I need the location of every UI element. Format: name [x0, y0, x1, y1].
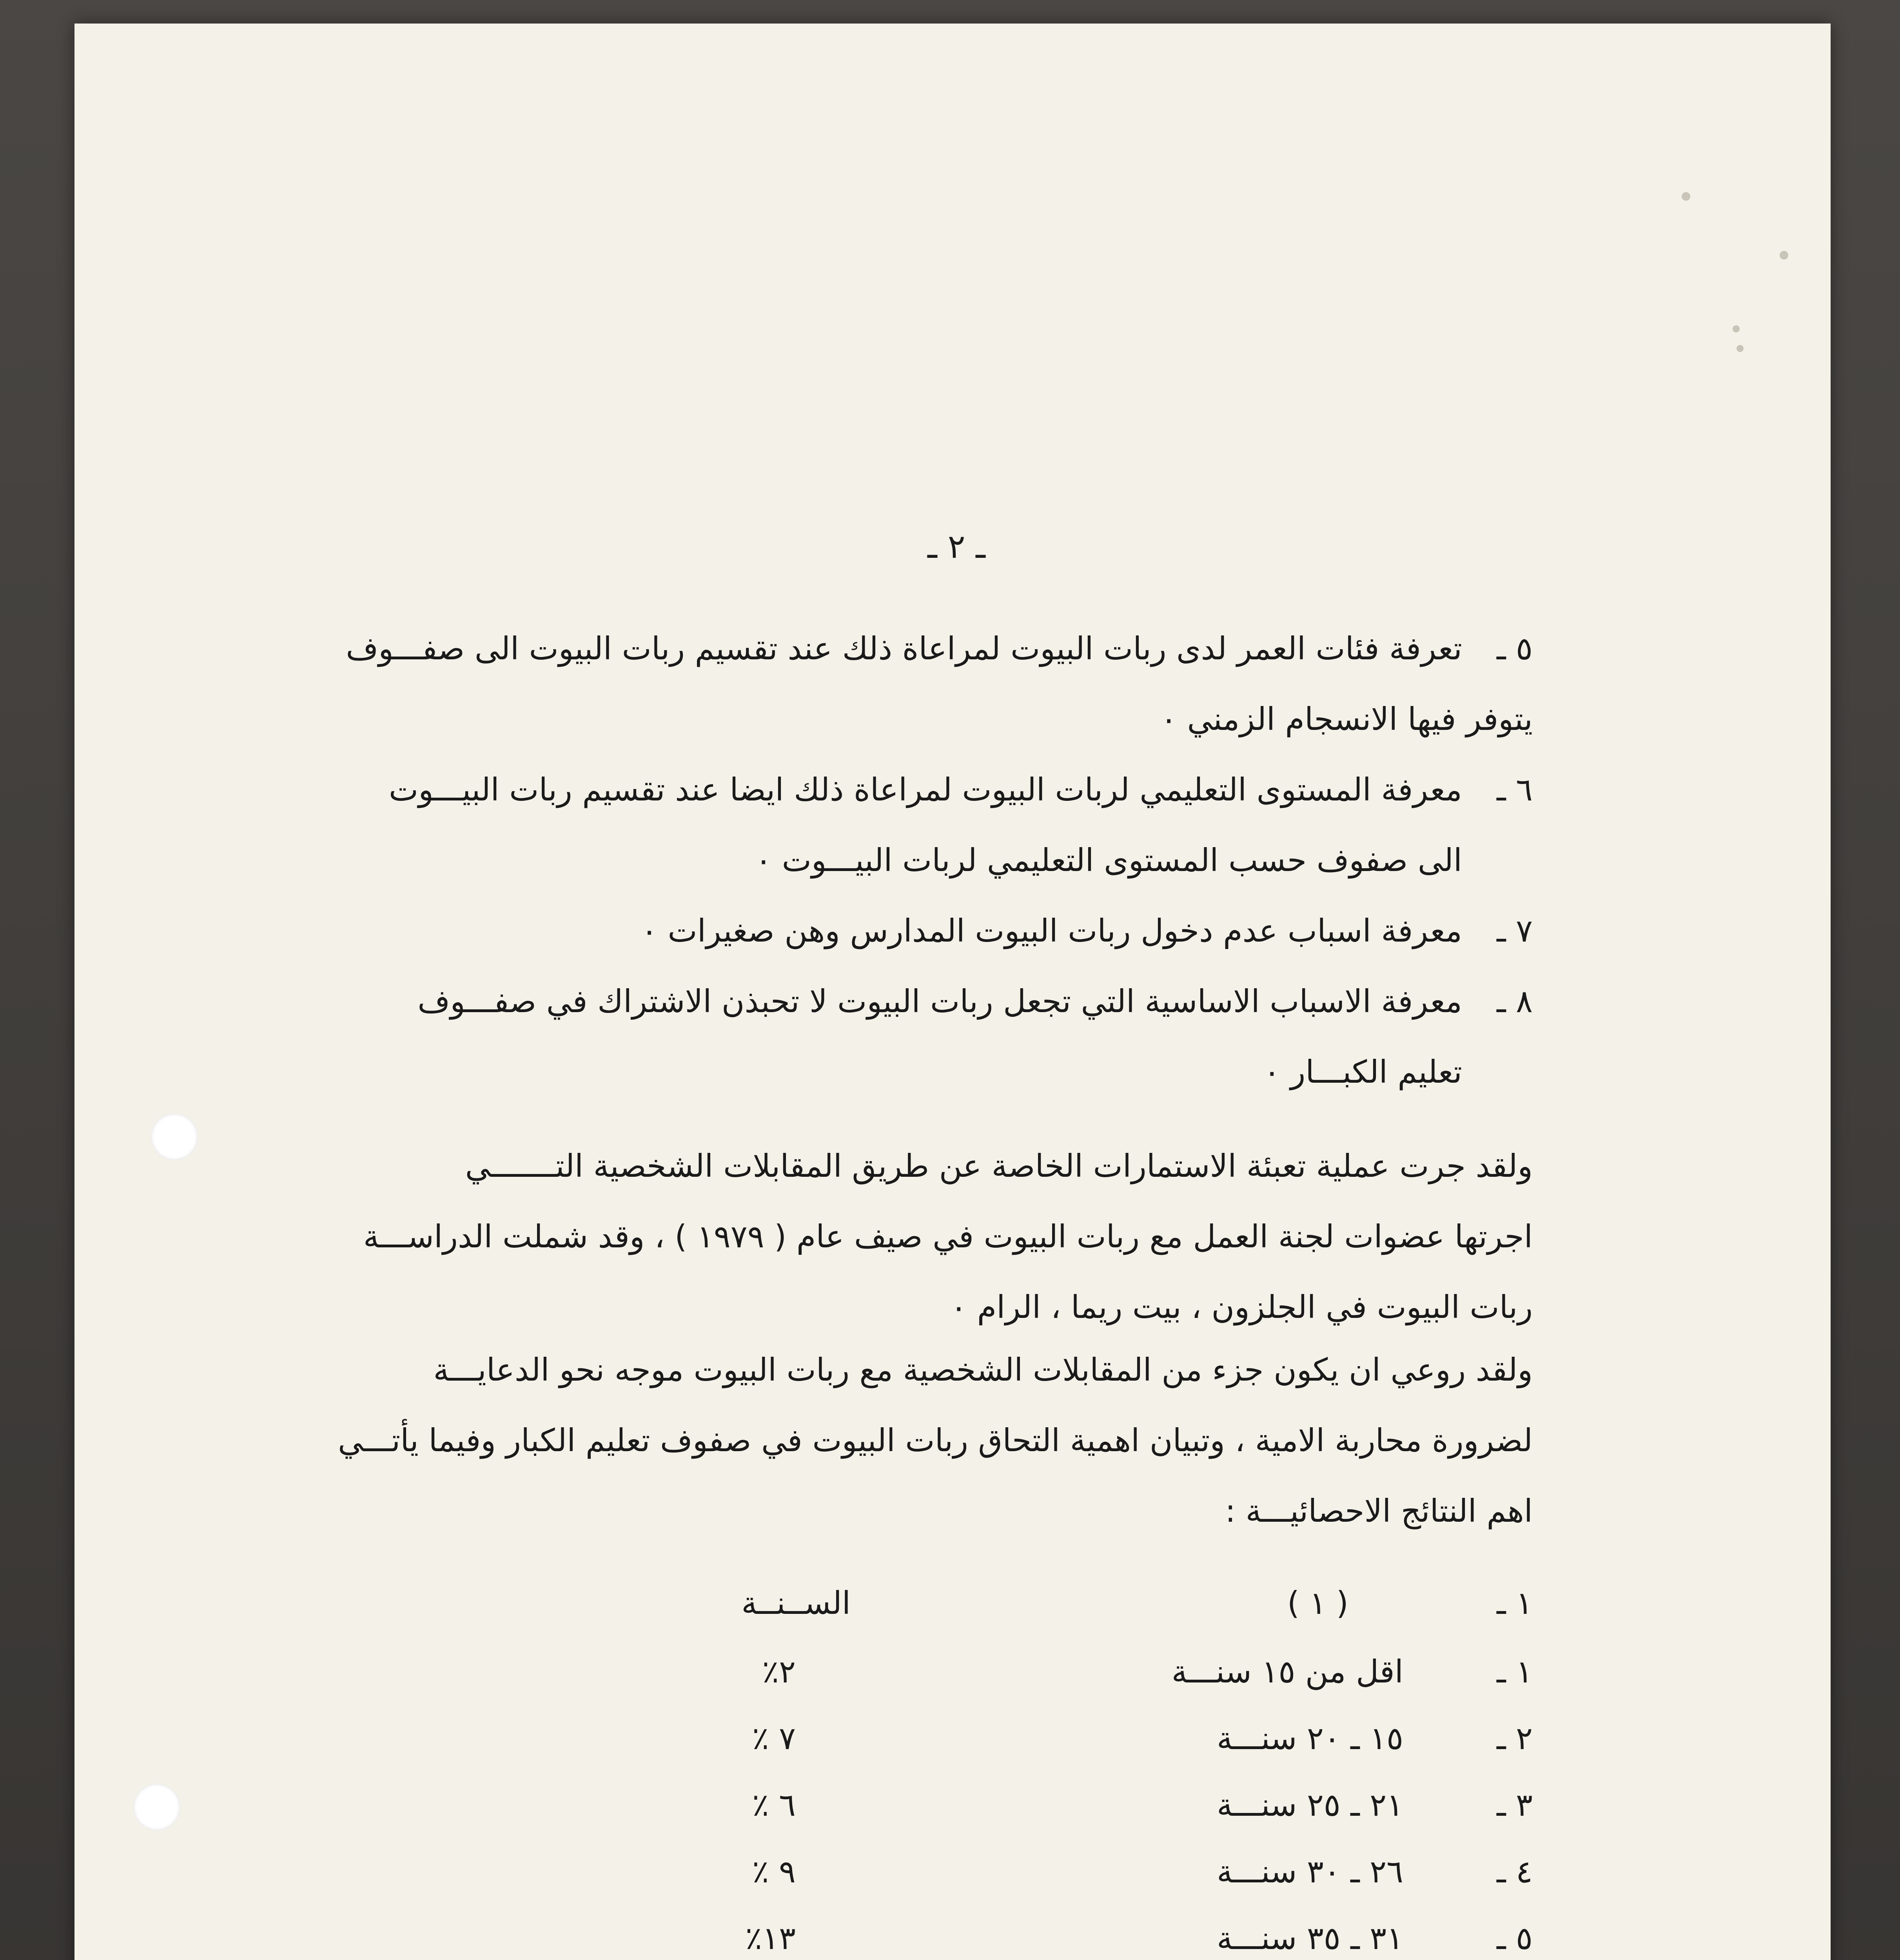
- row-index: ٥ ـ: [1497, 1920, 1533, 1956]
- paper-mark: [1733, 325, 1740, 332]
- objective-number: ٧ ـ: [1497, 913, 1533, 949]
- paragraph-line: ربات البيوت في الجلزون ، بيت ريما ، الرام ٠: [950, 1289, 1533, 1325]
- paper-mark: [1780, 251, 1788, 260]
- objective-number: ٦ ـ: [1497, 771, 1533, 808]
- row-label: ٣١ ـ ٣٥ سنـــة: [1217, 1920, 1403, 1956]
- table-row: [255, 1717, 1533, 1760]
- objective-text-cont: الى صفوف حسب المستوى التعليمي لربات البيـــوت ٠: [755, 842, 1462, 878]
- row-percent: ٢٪: [762, 1653, 796, 1690]
- objective-text: معرفة المستوى التعليمي لربات البيوت لمراعاة ذلك ايضا عند تقسيم ربات البيـــوت: [388, 771, 1462, 808]
- row-percent: ٦ ٪: [752, 1787, 796, 1823]
- paper-mark: [1682, 192, 1690, 201]
- objective-text-cont: يتوفر فيها الانسجام الزمني ٠: [1160, 701, 1533, 737]
- row-label: ١٥ ـ ٢٠ سنـــة: [1217, 1720, 1403, 1757]
- page-number: ـ ٢ ـ: [927, 527, 985, 566]
- objective-number: ٨ ـ: [1497, 983, 1533, 1020]
- objective-text: معرفة اسباب عدم دخول ربات البيوت المدارس وهن صغيرات ٠: [641, 913, 1462, 949]
- paragraph-line: ولقد جرت عملية تعبئة الاستمارات الخاصة عن طريق المقابلات الشخصية التـــــــي: [465, 1148, 1533, 1184]
- paragraph-line: لضرورة محاربة الامية ، وتبيان اهمية التحاق ربات البيوت في صفوف تعليم الكبار وفيما يأتـــي: [338, 1422, 1533, 1459]
- punch-hole-top: [151, 1113, 198, 1160]
- row-percent: ٩ ٪: [752, 1853, 796, 1890]
- row-index: ١ ـ: [1497, 1653, 1533, 1690]
- objective-number: ٥ ـ: [1497, 630, 1533, 667]
- table-row: [255, 1850, 1533, 1893]
- table1-index-header: ١ ـ: [1497, 1585, 1533, 1621]
- document-page: [74, 24, 1831, 1960]
- row-percent: ٧ ٪: [752, 1720, 796, 1757]
- table1-header: [255, 1582, 1533, 1625]
- row-index: ٣ ـ: [1497, 1787, 1533, 1823]
- table-row: [255, 1917, 1533, 1960]
- row-label: اقل من ١٥ سنـــة: [1171, 1653, 1403, 1690]
- row-label: ٢١ ـ ٢٥ سنـــة: [1217, 1787, 1403, 1823]
- row-label: ٢٦ ـ ٣٠ سنـــة: [1217, 1853, 1403, 1890]
- paragraph-line: اجرتها عضوات لجنة العمل مع ربات البيوت في صيف عام ( ١٩٧٩ ) ، وقد شملت الدراســـة: [363, 1218, 1533, 1255]
- objective-text: معرفة الاسباب الاساسية التي تجعل ربات البيوت لا تحبذن الاشتراك في صفـــوف: [417, 983, 1462, 1020]
- objective-text-cont: تعليم الكبـــار ٠: [1263, 1054, 1462, 1090]
- paragraph-line: ولقد روعي ان يكون جزء من المقابلات الشخصية مع ربات البيوت موجه نحو الدعايـــة: [433, 1352, 1533, 1388]
- row-index: ٤ ـ: [1497, 1853, 1533, 1890]
- row-index: ٢ ـ: [1497, 1720, 1533, 1757]
- table-row: [255, 1784, 1533, 1827]
- table-row: [255, 1650, 1533, 1693]
- objective-text: تعرفة فئات العمر لدى ربات البيوت لمراعاة ذلك عند تقسيم ربات البيوت الى صفـــوف: [346, 630, 1462, 667]
- table1-title-header: الســنــة: [741, 1585, 851, 1621]
- row-percent: ١٣٪: [745, 1920, 796, 1956]
- table1-number-header: ( ١ ): [1287, 1585, 1348, 1621]
- paper-mark: [1737, 345, 1744, 352]
- punch-hole-bottom: [133, 1784, 180, 1831]
- paragraph-line: اهم النتائج الاحصائيـــة :: [1225, 1493, 1533, 1529]
